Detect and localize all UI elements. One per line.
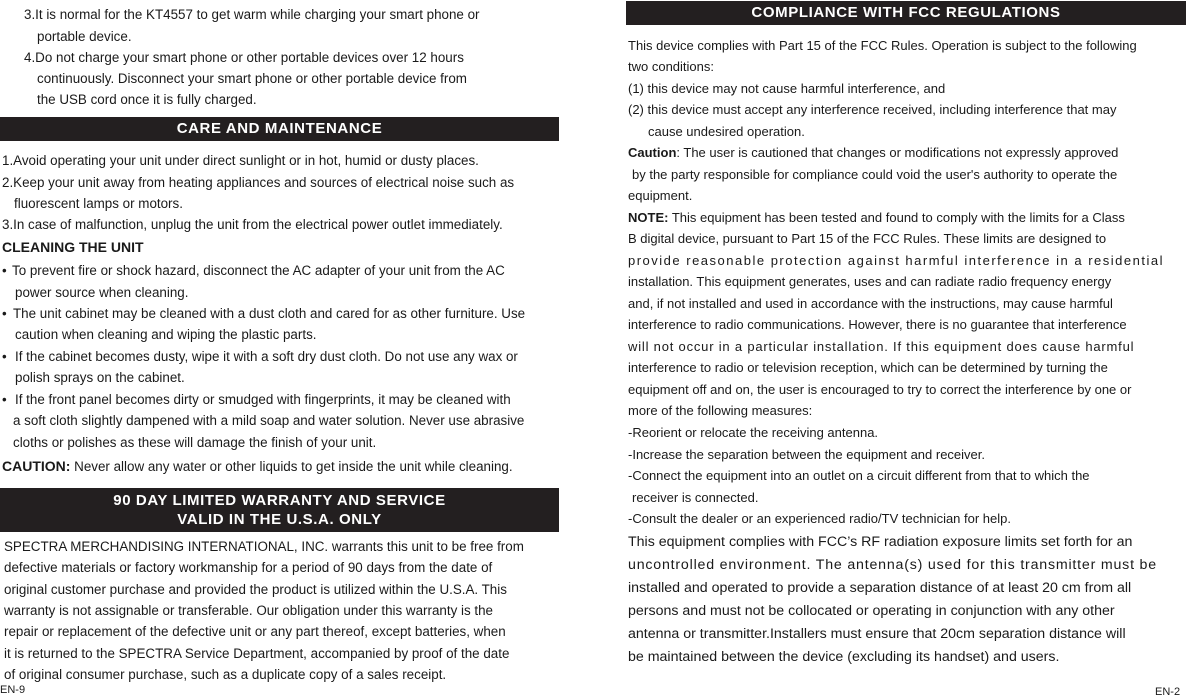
cleaning-item-1: To prevent fire or shock hazard, disconnect the AC adapter of your unit from the AC — [12, 263, 505, 278]
care-item-1: 1.Avoid operating your unit under direct sunlight or in hot, humid or dusty places. — [2, 153, 479, 168]
warranty-line-2: defective materials or factory workmanship for a period of 90 days from the date of — [4, 560, 493, 575]
cleaning-item-2: The unit cabinet may be cleaned with a dust cloth and cared for as other furniture. Use — [13, 306, 526, 321]
intro-line-1: 3.It is normal for the KT4557 to get warm while charging your smart phone or — [24, 7, 480, 22]
warranty-heading-bar — [0, 488, 559, 532]
fcc-note-line-3: provide reasonable protection against harmful interference in a residential — [628, 253, 1164, 268]
bullet-icon: • — [2, 392, 7, 407]
bullet-icon: • — [2, 263, 7, 278]
care-item-2: 2.Keep your unit away from heating appliances and sources of electrical noise such as — [2, 175, 515, 190]
measure-2: -Increase the separation between the equipment and receiver. — [628, 447, 986, 462]
warranty-line-3: original customer purchase and provided the product is utilized within the U.S.A. This — [4, 582, 507, 597]
fcc-note-label: NOTE: — [628, 210, 669, 225]
measure-4: -Consult the dealer or an experienced radio/TV technician for help. — [628, 511, 1011, 526]
intro-line-5: the USB cord once it is fully charged. — [37, 92, 257, 107]
cleaning-item-4-cont-1: a soft cloth slightly dampened with a mild soap and water solution. Never use abrasive — [13, 413, 525, 428]
caution-line — [2, 455, 513, 478]
warranty-line-1: SPECTRA MERCHANDISING INTERNATIONAL, INC. warrants this unit to be free from — [4, 539, 524, 554]
fcc-caution-text: : The user is cautioned that changes or modifications not expressly approved — [676, 145, 1119, 160]
intro-line-3: 4.Do not charge your smart phone or other portable devices over 12 hours — [24, 50, 464, 65]
warranty-heading-line-2: VALID IN THE U.S.A. ONLY — [177, 511, 382, 528]
cleaning-item-2-cont: caution when cleaning and wiping the plastic parts. — [15, 327, 317, 342]
fcc-note-line-6: interference to radio communications. However, there is no guarantee that interference — [628, 317, 1127, 332]
bullet-3 — [2, 346, 7, 368]
page-number-left: EN-9 — [0, 684, 26, 696]
bullet-icon: • — [2, 306, 7, 321]
fcc-note-line-9: equipment off and on, the user is encouraged to try to correct the interference by one or — [628, 382, 1132, 397]
rf-line-3: installed and operated to provide a separation distance of at least 20 cm from all — [628, 580, 1132, 596]
care-heading-bar: CARE AND MAINTENANCE — [0, 117, 559, 141]
fcc-caution-line-3: equipment. — [628, 188, 693, 203]
rf-line-6: be maintained between the device (excluding its handset) and users. — [628, 649, 1060, 665]
warranty-heading-line-1: 90 DAY LIMITED WARRANTY AND SERVICE — [113, 492, 446, 509]
measure-1: -Reorient or relocate the receiving antenna. — [628, 425, 879, 440]
fcc-line-2: two conditions: — [628, 59, 714, 74]
fcc-note-text: This equipment has been tested and found to comply with the limits for a Class — [668, 210, 1125, 225]
rf-line-1: This equipment complies with FCC’s RF radiation exposure limits set forth for an — [628, 534, 1133, 550]
caution-label: CAUTION: — [2, 458, 71, 474]
intro-line-4: continuously. Disconnect your smart phone or other portable device from — [37, 71, 467, 86]
warranty-line-6: it is returned to the SPECTRA Service Department, accompanied by proof of the date — [4, 646, 510, 661]
measure-3: -Connect the equipment into an outlet on a circuit different from that to which the — [628, 468, 1090, 483]
bullet-1 — [2, 260, 7, 282]
rf-line-4: persons and must not be collocated or operating in conjunction with any other — [628, 603, 1115, 619]
bullet-icon: • — [2, 349, 7, 364]
warranty-line-5: repair or replacement of the defective unit or any part thereof, except batteries, when — [4, 624, 506, 639]
cleaning-item-4: If the front panel becomes dirty or smudged with fingerprints, it may be cleaned with — [15, 392, 511, 407]
warranty-line-7: of original consumer purchase, such as a duplicate copy of a sales receipt. — [4, 667, 447, 682]
fcc-note-line-2: B digital device, pursuant to Part 15 of the FCC Rules. These limits are designed to — [628, 231, 1107, 246]
cleaning-item-3-cont: polish sprays on the cabinet. — [15, 370, 185, 385]
fcc-note-line-4: installation. This equipment generates, uses and can radiate radio frequency energy — [628, 274, 1112, 289]
fcc-line-1: This device complies with Part 15 of the FCC Rules. Operation is subject to the following — [628, 38, 1137, 53]
rf-line-2: uncontrolled environment. The antenna(s) used for this transmitter must be — [628, 557, 1157, 573]
fcc-heading-bar: COMPLIANCE WITH FCC REGULATIONS — [626, 1, 1186, 25]
fcc-note-line-5: and, if not installed and used in accordance with the instructions, may cause harmful — [628, 296, 1113, 311]
fcc-condition-2-cont: cause undesired operation. — [648, 124, 805, 139]
caution-text: Never allow any water or other liquids to get inside the unit while cleaning. — [74, 459, 513, 474]
cleaning-heading: CLEANING THE UNIT — [2, 239, 144, 255]
bullet-2 — [2, 303, 7, 325]
care-item-2-cont: fluorescent lamps or motors. — [14, 196, 183, 211]
warranty-line-4: warranty is not assignable or transferable. Our obligation under this warranty is the — [4, 603, 494, 618]
cleaning-item-4-cont-2: cloths or polishes as these will damage the finish of your unit. — [13, 435, 377, 450]
fcc-note-line-1 — [628, 207, 1125, 229]
care-item-3: 3.In case of malfunction, unplug the unit from the electrical power outlet immediately. — [2, 217, 503, 232]
measure-3-cont: receiver is connected. — [632, 490, 759, 505]
page-number-right: EN-2 — [1155, 686, 1181, 698]
fcc-caution-label: Caution — [628, 145, 677, 160]
intro-line-2: portable device. — [37, 29, 132, 44]
fcc-note-line-8: interference to radio or television reception, which can be determined by turning the — [628, 360, 1108, 375]
fcc-caution-line-1 — [628, 142, 1118, 164]
bullet-4 — [2, 389, 7, 411]
fcc-note-line-7: will not occur in a particular installation. If this equipment does cause harmful — [628, 339, 1135, 354]
rf-line-5: antenna or transmitter.Installers must ensure that 20cm separation distance will — [628, 626, 1126, 642]
fcc-condition-1: (1) this device may not cause harmful interference, and — [628, 81, 946, 96]
fcc-note-line-10: more of the following measures: — [628, 403, 813, 418]
cleaning-item-3: If the cabinet becomes dusty, wipe it with a soft dry dust cloth. Do not use any wax or — [15, 349, 518, 364]
fcc-caution-line-2: by the party responsible for compliance could void the user's authority to operate the — [632, 167, 1118, 182]
fcc-condition-2: (2) this device must accept any interference received, including interference that may — [628, 102, 1117, 117]
cleaning-item-1-cont: power source when cleaning. — [15, 285, 189, 300]
